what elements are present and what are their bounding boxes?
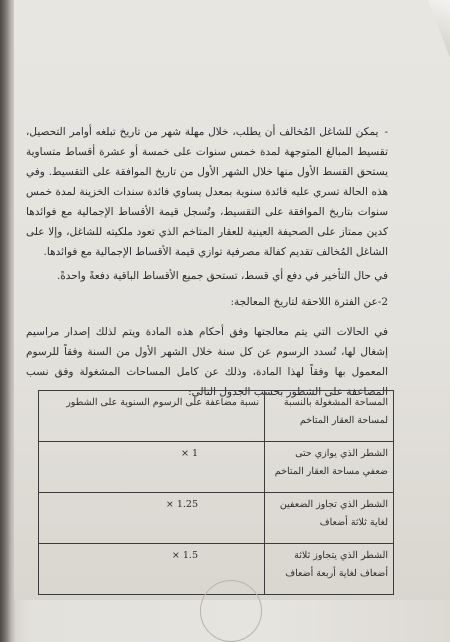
table-cell-multiplier: 1 × bbox=[39, 442, 265, 493]
section-heading-2: 2-عن الفترة اللاحقة لتاريخ المعالجة: bbox=[230, 296, 388, 308]
table-cell-segment: الشطر الذي تجاوز الضعفين لغاية ثلاثة أضعاف bbox=[265, 493, 394, 544]
table-cell-segment: الشطر الذي يتجاوز ثلاثة أضعاف لغاية أربعة أضعاف bbox=[265, 544, 394, 595]
multiplier-table bbox=[38, 390, 394, 595]
table-cell-multiplier: 1.25 × bbox=[39, 493, 265, 544]
table-header-row bbox=[39, 391, 394, 442]
paragraph-fees: في الحالات التي يتم معالجتها وفق أحكام هذه المادة ويتم لذلك إصدار مراسيم إشغال لها، تُسدد الرسوم عن كل سنة خلال الشهر الأول من السنة وفقاً للرسوم المعمول بها وفقاً لهذا المادة، وذلك عن كامل المساحات المشغولة وفق نسب المضاعفة على الشطور بحسب الجدول التالي: bbox=[26, 326, 388, 398]
paragraph-late-payment: في حال التأخير في دفع أي قسط، تستحق جميع الأقساط الباقية دفعةً واحدةً. bbox=[56, 270, 388, 282]
paragraph-installments bbox=[26, 122, 388, 262]
table-cell-segment: الشطر الذي يوازي حتى ضعفي مساحة العقار المتاخم bbox=[265, 442, 394, 493]
table-row bbox=[39, 442, 394, 493]
paragraph-installments-text: يمكن للشاغل المُخالف أن يطلب، خلال مهلة شهر من تاريخ تبلغه أوامر التحصيل، تقسيط المبالغ المتوجهة لمدة خمس سنوات على خمسة أو عشرة أقساط متساوية يستحق القسط الأول منها خلال الشهر الأول من تاريخ الموافقة على التقسيط. وفي هذه الحالة تسري عليه فائدة سنوية بمعدل يساوي فائدة سندات الخزينة لمدة خمس سنوات بتاريخ الموافقة على التقسيط، وتُسجل قيمة الأقساط الإجمالية مع فوائدها كدين ممتاز على الصحيفة العينية للعقار المتاخم الذي تعود ملكيته للشاغل، وإلا على الشاغل المُخالف تقديم كفالة مصرفية توازي قيمة الأقساط الإجمالية مع فوائدها. bbox=[26, 126, 388, 258]
table-cell-multiplier: 1.5 × bbox=[39, 544, 265, 595]
bullet-dash: - bbox=[384, 126, 388, 138]
table-header-multiplier: نسبة مضاعفة على الرسوم السنوية على الشطور bbox=[39, 391, 265, 442]
table-header-area: المساحة المشغولة بالنسبة لمساحة العقار المتاخم bbox=[265, 391, 394, 442]
table-row bbox=[39, 493, 394, 544]
page-corner bbox=[428, 0, 450, 58]
stamp-partial bbox=[200, 580, 262, 642]
